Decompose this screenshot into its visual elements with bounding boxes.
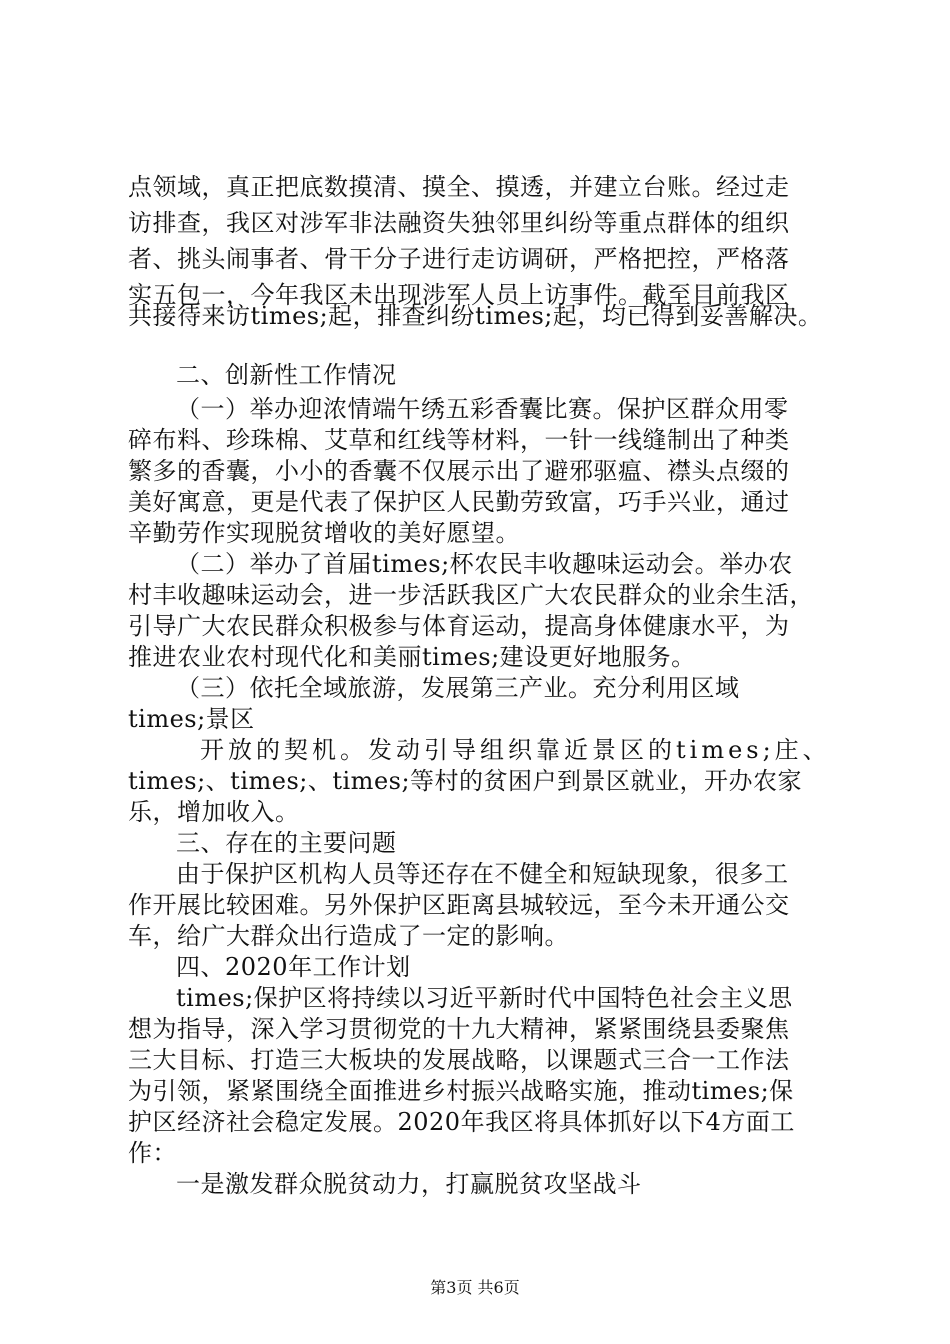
text-line: times;保护区将持续以习近平新时代中国特色社会主义思 bbox=[176, 984, 793, 1012]
text-line: 辛勤劳作实现脱贫增收的美好愿望。 bbox=[128, 519, 520, 547]
text-line: 访排查，我区对涉军非法融资失独邻里纠纷等重点群体的组织 bbox=[128, 209, 790, 237]
text-line: 为引领，紧紧围绕全面推进乡村振兴战略实施，推动times;保 bbox=[128, 1077, 794, 1105]
page-number-footer: 第3页 共6页 bbox=[430, 1278, 520, 1297]
text-line: 车，给广大群众出行造成了一定的影响。 bbox=[128, 922, 569, 950]
section-heading-4: 四、2020年工作计划 bbox=[176, 953, 411, 981]
text-line: 实五包一，今年我区未出现涉军人员上访事件。截至目前我区 bbox=[128, 281, 790, 309]
text-line: 护区经济社会稳定发展。2020年我区将具体抓好以下4方面工 bbox=[128, 1108, 795, 1136]
text-line: （三）依托全域旅游，发展第三产业。充分利用区域 bbox=[176, 674, 740, 702]
text-line: 开放的契机。发动引导组织靠近景区的times;庄、 bbox=[200, 736, 831, 764]
text-line: （一）举办迎浓情端午绣五彩香囊比赛。保护区群众用零 bbox=[176, 395, 789, 423]
text-line: 繁多的香囊，小小的香囊不仅展示出了避邪驱瘟、襟头点缀的 bbox=[128, 457, 790, 485]
text-line: （二）举办了首届times;杯农民丰收趣味运动会。举办农 bbox=[176, 550, 793, 578]
text-line: times;景区 bbox=[128, 705, 255, 733]
text-line: 美好寓意，更是代表了保护区人民勤劳致富，巧手兴业，通过 bbox=[128, 488, 790, 516]
text-line: 想为指导，深入学习贯彻党的十九大精神，紧紧围绕县委聚焦 bbox=[128, 1015, 790, 1043]
text-line: 引导广大农民群众积极参与体育运动，提高身体健康水平，为 bbox=[128, 612, 790, 640]
text-line: 由于保护区机构人员等还存在不健全和短缺现象，很多工 bbox=[176, 860, 789, 888]
text-line: 者、挑头闹事者、骨干分子进行走访调研，严格把控，严格落 bbox=[128, 245, 790, 273]
text-line: times;、times;、times;等村的贫困户到景区就业，开办农家 bbox=[128, 767, 803, 795]
text-line: 点领域，真正把底数摸清、摸全、摸透，并建立台账。经过走 bbox=[128, 173, 790, 201]
text-line: 乐，增加收入。 bbox=[128, 798, 300, 826]
text-line: 村丰收趣味运动会，进一步活跃我区广大农民群众的业余生活， bbox=[128, 581, 814, 609]
text-line: 一是激发群众脱贫动力，打赢脱贫攻坚战斗 bbox=[176, 1170, 642, 1198]
text-line: 三大目标、打造三大板块的发展战略，以课题式三合一工作法 bbox=[128, 1046, 790, 1074]
text-line: 推进农业农村现代化和美丽times;建设更好地服务。 bbox=[128, 643, 696, 671]
section-heading-2: 二、创新性工作情况 bbox=[176, 361, 397, 389]
text-line: 共接待来访times;起，排查纠纷times;起，均已得到妥善解决。 bbox=[128, 302, 823, 330]
text-line: 作开展比较困难。另外保护区距离县城较远，至今未开通公交 bbox=[128, 891, 790, 919]
section-heading-3: 三、存在的主要问题 bbox=[176, 829, 397, 857]
text-line: 碎布料、珍珠棉、艾草和红线等材料，一针一线缝制出了种类 bbox=[128, 426, 790, 454]
text-line: 作： bbox=[128, 1139, 177, 1167]
